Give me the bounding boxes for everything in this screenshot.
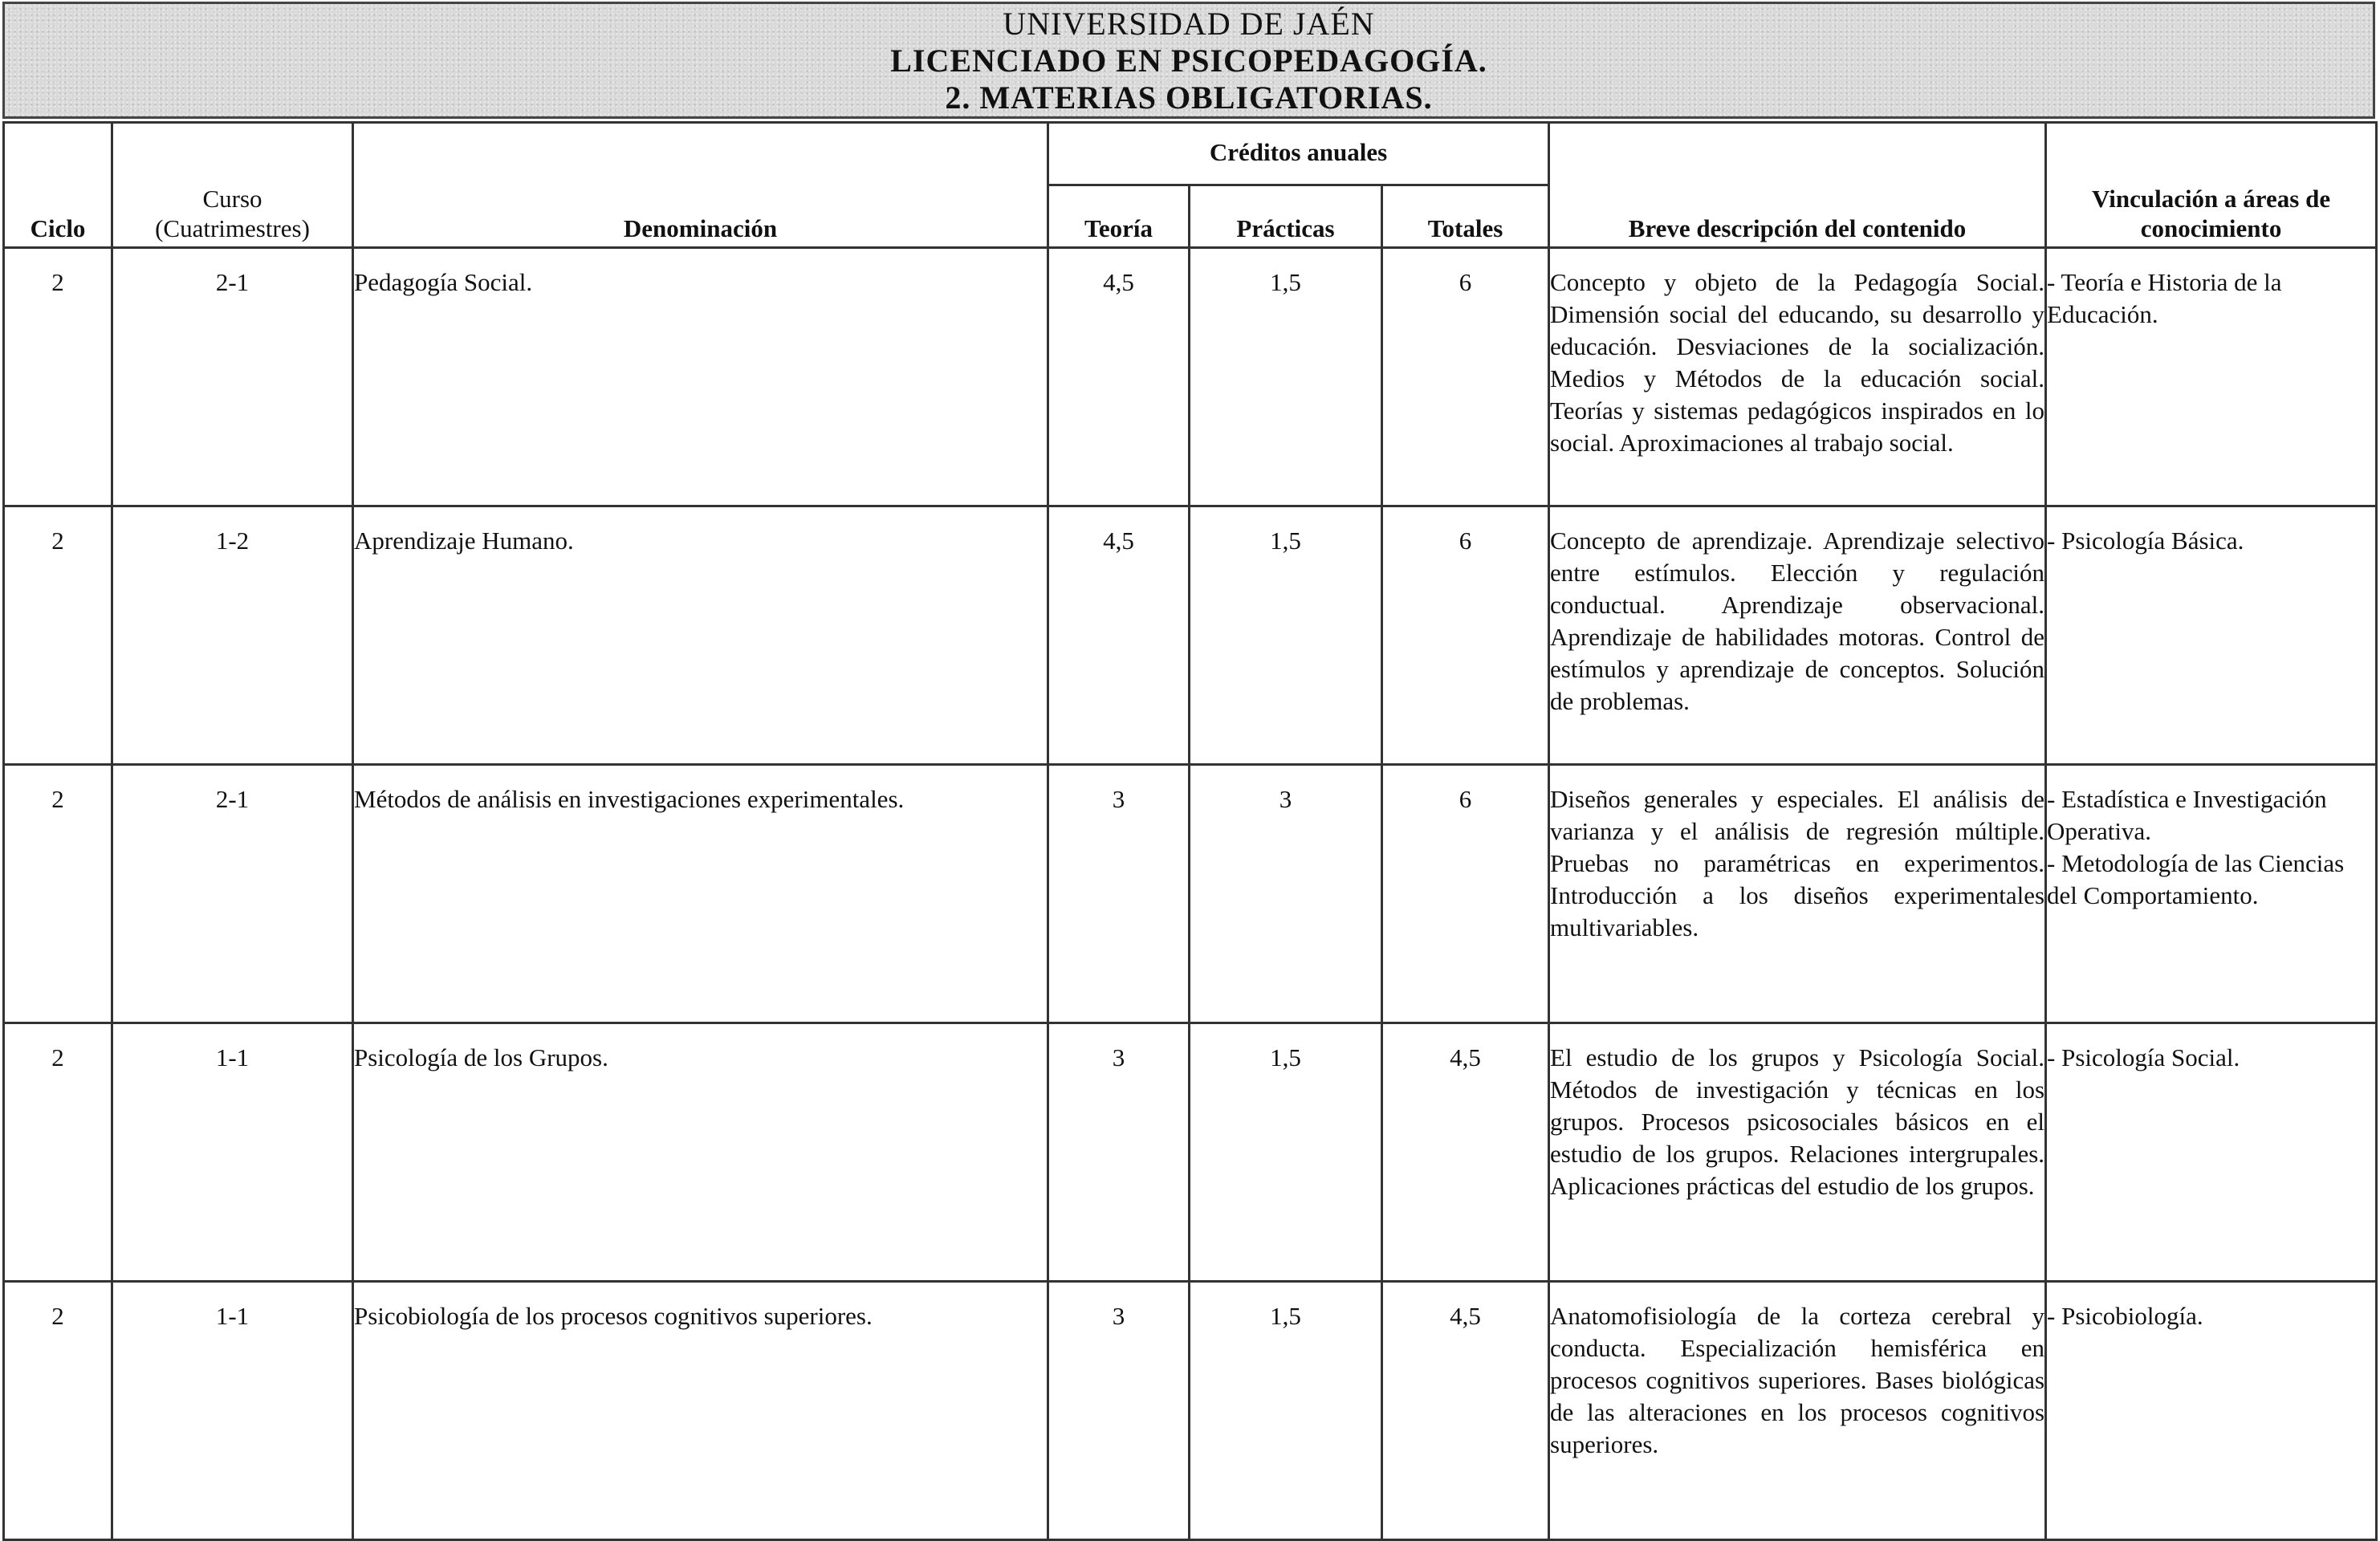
table-row	[4, 1282, 2377, 1540]
cell-totales: 6	[1382, 765, 1549, 1023]
cell-practicas: 3	[1190, 765, 1382, 1023]
header-denominacion: Denominación	[353, 123, 1048, 248]
cell-vinculacion	[2046, 506, 2377, 765]
section-title: 2. MATERIAS OBLIGATORIAS.	[945, 79, 1433, 116]
header-vinculacion-line2: conocimiento	[2140, 214, 2282, 242]
cell-teoria: 3	[1048, 1023, 1190, 1282]
cell-totales: 6	[1382, 506, 1549, 765]
cell-denominacion: Aprendizaje Humano.	[353, 506, 1048, 765]
cell-ciclo: 2	[4, 506, 112, 765]
header-totales: Totales	[1382, 185, 1549, 248]
cell-curso: 2-1	[112, 765, 353, 1023]
cell-totales: 4,5	[1382, 1023, 1549, 1282]
university-title: UNIVERSIDAD DE JAÉN	[1003, 6, 1375, 42]
header-practicas: Prácticas	[1190, 185, 1382, 248]
header-vinculacion	[2046, 123, 2377, 248]
degree-title: LICENCIADO EN PSICOPEDAGOGÍA.	[890, 43, 1487, 79]
cell-vinculacion	[2046, 1023, 2377, 1282]
cell-descripcion: Concepto y objeto de la Pedagogía Social. Dimensión social del educando, su desarrollo y educación. Desviaciones de la socialización. Medios y Métodos de la educación social. Teorías y sistemas pedagógicos inspirados en lo social. Aproximaciones al trabajo social.	[1549, 248, 2046, 506]
table-row	[4, 1023, 2377, 1282]
document-header	[2, 2, 2375, 119]
vinculacion-item: - Psicología Social.	[2047, 1043, 2240, 1071]
cell-totales: 6	[1382, 248, 1549, 506]
table-row	[4, 765, 2377, 1023]
header-descripcion: Breve descripción del contenido	[1549, 123, 2046, 248]
cell-ciclo: 2	[4, 765, 112, 1023]
vinculacion-item: - Psicología Básica.	[2047, 527, 2244, 555]
cell-curso: 1-1	[112, 1023, 353, 1282]
vinculacion-item: - Metodología de las Ciencias del Comportamiento.	[2047, 849, 2345, 909]
cell-ciclo: 2	[4, 1282, 112, 1540]
header-curso	[112, 123, 353, 248]
cell-curso: 2-1	[112, 248, 353, 506]
cell-totales: 4,5	[1382, 1282, 1549, 1540]
cell-teoria: 4,5	[1048, 506, 1190, 765]
header-curso-line1: Curso	[202, 185, 262, 213]
header-vinculacion-line1: Vinculación a áreas de	[2091, 185, 2331, 213]
cell-descripcion: Anatomofisiología de la corteza cerebral y conducta. Especialización hemisférica en procesos cognitivos superiores. Bases biológicas de las alteraciones en los procesos cognitivos superiores.	[1549, 1282, 2046, 1540]
cell-vinculacion	[2046, 765, 2377, 1023]
header-ciclo: Ciclo	[4, 123, 112, 248]
header-curso-line2: (Cuatrimestres)	[155, 214, 310, 242]
cell-ciclo: 2	[4, 1023, 112, 1282]
header-teoria: Teoría	[1048, 185, 1190, 248]
cell-teoria: 4,5	[1048, 248, 1190, 506]
cell-descripcion: El estudio de los grupos y Psicología Social. Métodos de investigación y técnicas en los grupos. Procesos psicosociales básicos en el estudio de los grupos. Relaciones intergrupales. Aplicaciones prácticas del estudio de los grupos.	[1549, 1023, 2046, 1282]
cell-practicas: 1,5	[1190, 1282, 1382, 1540]
cell-curso: 1-2	[112, 506, 353, 765]
cell-vinculacion	[2046, 248, 2377, 506]
cell-teoria: 3	[1048, 765, 1190, 1023]
vinculacion-item: - Teoría e Historia de la Educación.	[2047, 268, 2282, 328]
cell-denominacion: Psicobiología de los procesos cognitivos superiores.	[353, 1282, 1048, 1540]
cell-curso: 1-1	[112, 1282, 353, 1540]
cell-denominacion: Pedagogía Social.	[353, 248, 1048, 506]
table-row	[4, 506, 2377, 765]
cell-descripcion: Concepto de aprendizaje. Aprendizaje selectivo entre estímulos. Elección y regulación conductual. Aprendizaje observacional. Aprendizaje de habilidades motoras. Control de estímulos y aprendizaje de conceptos. Solución de problemas.	[1549, 506, 2046, 765]
cell-practicas: 1,5	[1190, 1023, 1382, 1282]
cell-denominacion: Métodos de análisis en investigaciones experimentales.	[353, 765, 1048, 1023]
cell-vinculacion	[2046, 1282, 2377, 1540]
cell-practicas: 1,5	[1190, 248, 1382, 506]
cell-denominacion: Psicología de los Grupos.	[353, 1023, 1048, 1282]
cell-descripcion: Diseños generales y especiales. El análisis de varianza y el análisis de regresión múltiple. Pruebas no paramétricas en experimentos. Introducción a los diseños experimentales multivariables.	[1549, 765, 2046, 1023]
header-creditos-anuales: Créditos anuales	[1048, 123, 1549, 185]
table-row	[4, 248, 2377, 506]
cell-teoria: 3	[1048, 1282, 1190, 1540]
cell-practicas: 1,5	[1190, 506, 1382, 765]
cell-ciclo: 2	[4, 248, 112, 506]
vinculacion-item: - Psicobiología.	[2047, 1302, 2203, 1330]
subjects-table	[2, 121, 2378, 1541]
vinculacion-item: - Estadística e Investigación Operativa.	[2047, 785, 2327, 845]
